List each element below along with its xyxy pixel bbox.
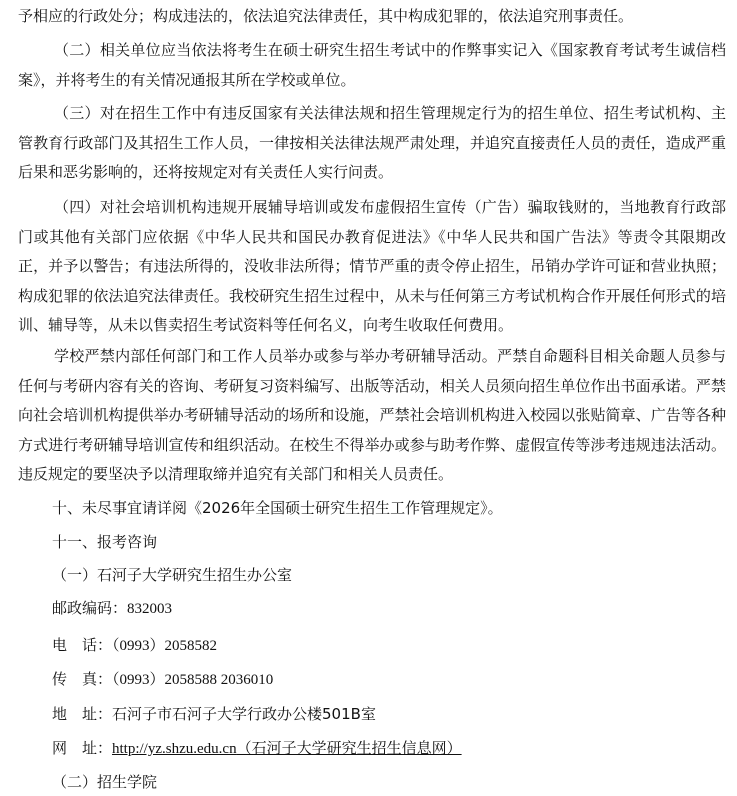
phone-label: 电 话： bbox=[52, 636, 113, 654]
paragraph-credit-record: （二）相关单位应当依法将考生在硕士研究生招生考试中的作弊事实记入《国家教育考试考生诚信档案》，并将考生的有关情况通报其所在学校或单位。 bbox=[18, 41, 726, 89]
fax-label: 传 真： bbox=[52, 670, 113, 688]
website-link[interactable]: http://yz.shzu.edu.cn bbox=[112, 741, 237, 757]
website-label: 网 址： bbox=[52, 739, 113, 757]
fax-value: （0993）2058588 2036010 bbox=[112, 672, 274, 688]
address-value: 石河子市石河子大学行政办公楼501B室 bbox=[112, 705, 376, 723]
paragraph-penalty-continued: 予相应的行政处分；构成违法的，依法追究法律责任，其中构成犯罪的，依法追究刑事责任。 bbox=[18, 7, 634, 25]
paragraph-training-institutions: （四）对社会培训机构违规开展辅导培训或发布虚假招生宣传（广告）骗取钱财的，当地教育行政部门或其他有关部门应依据《中华人民共和国民办教育促进法》《中华人民共和国广告法》等责令其限期改正，并予以警告；有违法所得的，没收非法所得；情节严重的责令停止招生，吊销办学许可证和营业执照；构成犯罪的依法追究法律责任。我校研究生招生过程中，从未与任何第三方考试机构合作开展任何形式的培训、辅导等，从未以售卖招生考试资料等任何名义，向考生收取任何费用。 bbox=[18, 198, 726, 335]
paragraph-school-prohibition: 学校严禁内部任何部门和工作人员举办或参与举办考研辅导活动。严禁自命题科目相关命题人员参与任何与考研内容有关的咨询、考研复习资料编写、出版等活动，相关人员须向招生单位作出书面承诺。严禁向社会培训机构提供举办考研辅导活动的场所和设施，严禁社会培训机构进入校园以张贴简章、广告等各种方式进行考研辅导培训宣传和组织活动。在校生不得举办或参与助考作弊、虚假宣传等涉考违规违法活动。违反规定的要坚决予以清理取缔并追究有关部门和相关人员责任。 bbox=[18, 347, 726, 484]
postal-code-value: 832003 bbox=[127, 601, 173, 617]
website-row bbox=[52, 737, 462, 760]
website-name-link[interactable]: （石河子大学研究生招生信息网） bbox=[236, 739, 462, 757]
fax-row bbox=[52, 668, 273, 691]
office-heading: （一）石河子大学研究生招生办公室 bbox=[52, 566, 293, 584]
colleges-heading: （二）招生学院 bbox=[52, 773, 158, 791]
phone-row bbox=[52, 634, 217, 657]
section-11-heading: 十一、报考咨询 bbox=[52, 533, 158, 551]
postal-code-row bbox=[52, 597, 172, 620]
address-label: 地 址： bbox=[52, 705, 113, 723]
postal-code-label: 邮政编码： bbox=[52, 599, 128, 617]
paragraph-accountability: （三）对在招生工作中有违反国家有关法律法规和招生管理规定行为的招生单位、招生考试机构、主管教育行政部门及其招生工作人员，一律按相关法律法规严肃处理，并追究直接责任人员的责任，造成严重后果和恶劣影响的，还将按规定对有关责任人实行问责。 bbox=[18, 104, 726, 182]
section-10-heading: 十、未尽事宜请详阅《2026年全国硕士研究生招生工作管理规定》。 bbox=[52, 499, 503, 517]
address-row bbox=[52, 703, 376, 725]
phone-value: （0993）2058582 bbox=[112, 638, 218, 654]
